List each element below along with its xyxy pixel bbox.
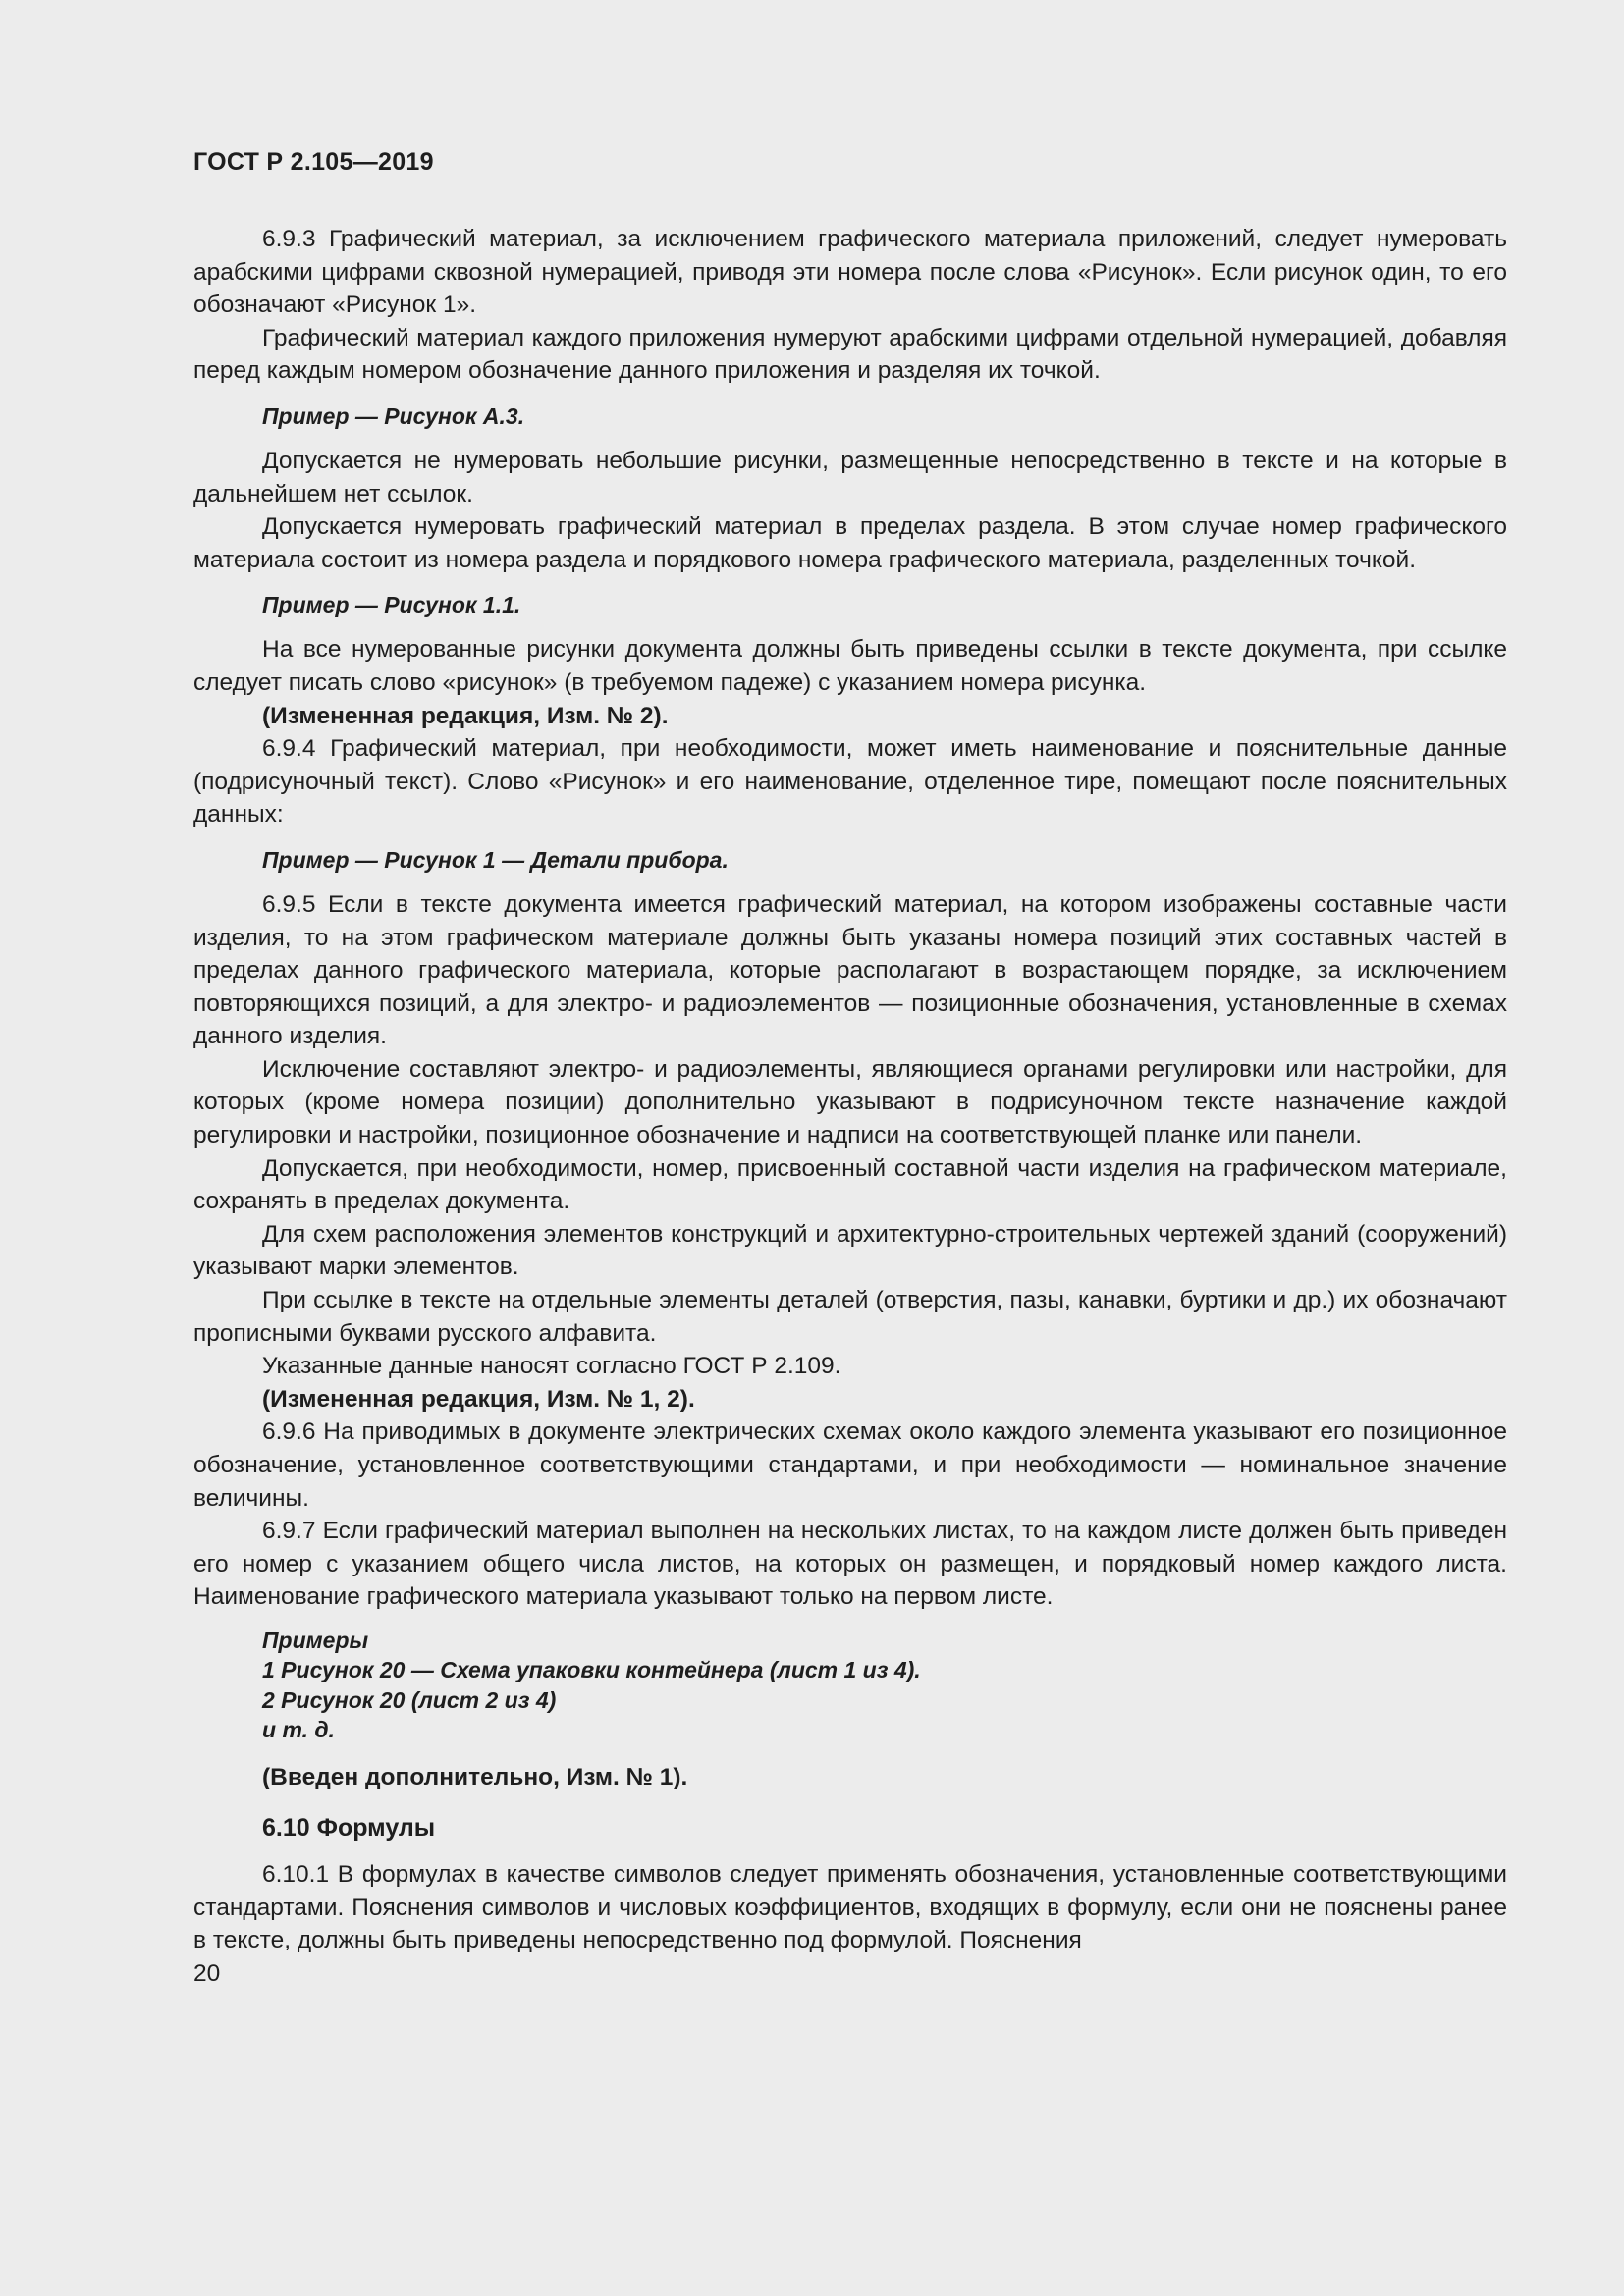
paragraph-6-10-1: 6.10.1 В формулах в качестве символов следует применять обозначения, установленные соответствующими стандартами. Пояснения символов и числовых коэффициентов, входящих в формулу, если они не пояснены ранее в тексте, должны быть приведены непосредственно под формулой. Пояснения [193, 1861, 1507, 1954]
examples-block [193, 1626, 1507, 1745]
document-header: ГОСТ Р 2.105—2019 [193, 148, 434, 176]
paragraph-6-9-4: 6.9.4 Графический материал, при необходимости, может иметь наименование и пояснительные данные (подрисуночный текст). Слово «Рисунок» и его наименование, отделенное тире, помещают после пояснительных данных: [193, 735, 1507, 828]
example-line: Пример — Рисунок 1 — Детали прибора. [262, 846, 729, 873]
amendment-note: (Измененная редакция, Изм. № 2). [262, 702, 669, 729]
paragraph-6-9-5: 6.9.5 Если в тексте документа имеется графический материал, на котором изображены составные части изделия, то на этом графическом материале должны быть указаны номера позиций этих составных частей в пределах данного графического материала, которые располагают в возрастающем порядке, за исключением повторяющихся позиций, а для электро- и радиоэлементов — позиционные обозначения, установленные в схемах данного изделия. [193, 890, 1507, 1050]
paragraph-6-9-3: 6.9.3 Графический материал, за исключением графического материала приложений, следует нумеровать арабскими цифрами сквозной нумерацией, приводя эти номера после слова «Рисунок». Если рисунок один, то его обозначают «Рисунок 1». [193, 226, 1507, 319]
paragraph: При ссылке в тексте на отдельные элементы деталей (отверстия, пазы, канавки, буртики и др.) их обозначают прописными буквами русского алфавита. [193, 1287, 1507, 1347]
paragraph: Исключение составляют электро- и радиоэлементы, являющиеся органами регулировки или настройки, для которых (кроме номера позиции) дополнительно указывают в подрисуночном тексте назначение каждой регулировки и настройки, позиционное обозначение и надписи на соответствующей планке или панели. [193, 1055, 1507, 1149]
paragraph: Допускается не нумеровать небольшие рисунки, размещенные непосредственно в тексте и на которые в дальнейшем нет ссылок. [193, 447, 1507, 507]
paragraph: Для схем расположения элементов конструкций и архитектурно-строительных чертежей зданий (сооружений) указывают марки элементов. [193, 1220, 1507, 1281]
paragraph: На все нумерованные рисунки документа должны быть приведены ссылки в тексте документа, при ссылке следует писать слово «рисунок» (в требуемом падеже) с указанием номера рисунка. [193, 636, 1507, 696]
document-page [193, 147, 1507, 1989]
example-line: 2 Рисунок 20 (лист 2 из 4) [262, 1686, 557, 1713]
paragraph-6-9-7: 6.9.7 Если графический материал выполнен на нескольких листах, то на каждом листе должен быть приведен его номер с указанием общего числа листов, на которых он размещен, и порядковый номер каждого листа. Наименование графического материала указывают только на первом листе. [193, 1518, 1507, 1611]
paragraph: Указанные данные наносят согласно ГОСТ Р 2.109. [262, 1353, 841, 1380]
amendment-note: (Измененная редакция, Изм. № 1, 2). [262, 1385, 695, 1413]
paragraph: Графический материал каждого приложения нумеруют арабскими цифрами отдельной нумерацией, добавляя перед каждым номером обозначение данного приложения и разделяя их точкой. [193, 324, 1507, 385]
example-line: 1 Рисунок 20 — Схема упаковки контейнера (лист 1 из 4). [262, 1657, 921, 1683]
example-line: Пример — Рисунок А.3. [262, 402, 525, 429]
paragraph-6-9-6: 6.9.6 На приводимых в документе электрических схемах около каждого элемента указывают его позиционное обозначение, установленное соответствующими стандартами, и при необходимости — номинальное значение величины. [193, 1418, 1507, 1512]
section-title: 6.10 Формулы [262, 1813, 436, 1842]
example-line: Пример — Рисунок 1.1. [262, 592, 521, 618]
examples-title: Примеры [262, 1627, 369, 1653]
paragraph: Допускается нумеровать графический материал в пределах раздела. В этом случае номер графического материала состоит из номера раздела и порядкового номера графического материала, разделенных точкой. [193, 513, 1507, 573]
example-line: и т. д. [262, 1717, 335, 1743]
page-number: 20 [193, 1959, 221, 1987]
paragraph: Допускается, при необходимости, номер, присвоенный составной части изделия на графическом материале, сохранять в пределах документа. [193, 1154, 1507, 1215]
amendment-note: (Введен дополнительно, Изм. № 1). [262, 1763, 688, 1790]
